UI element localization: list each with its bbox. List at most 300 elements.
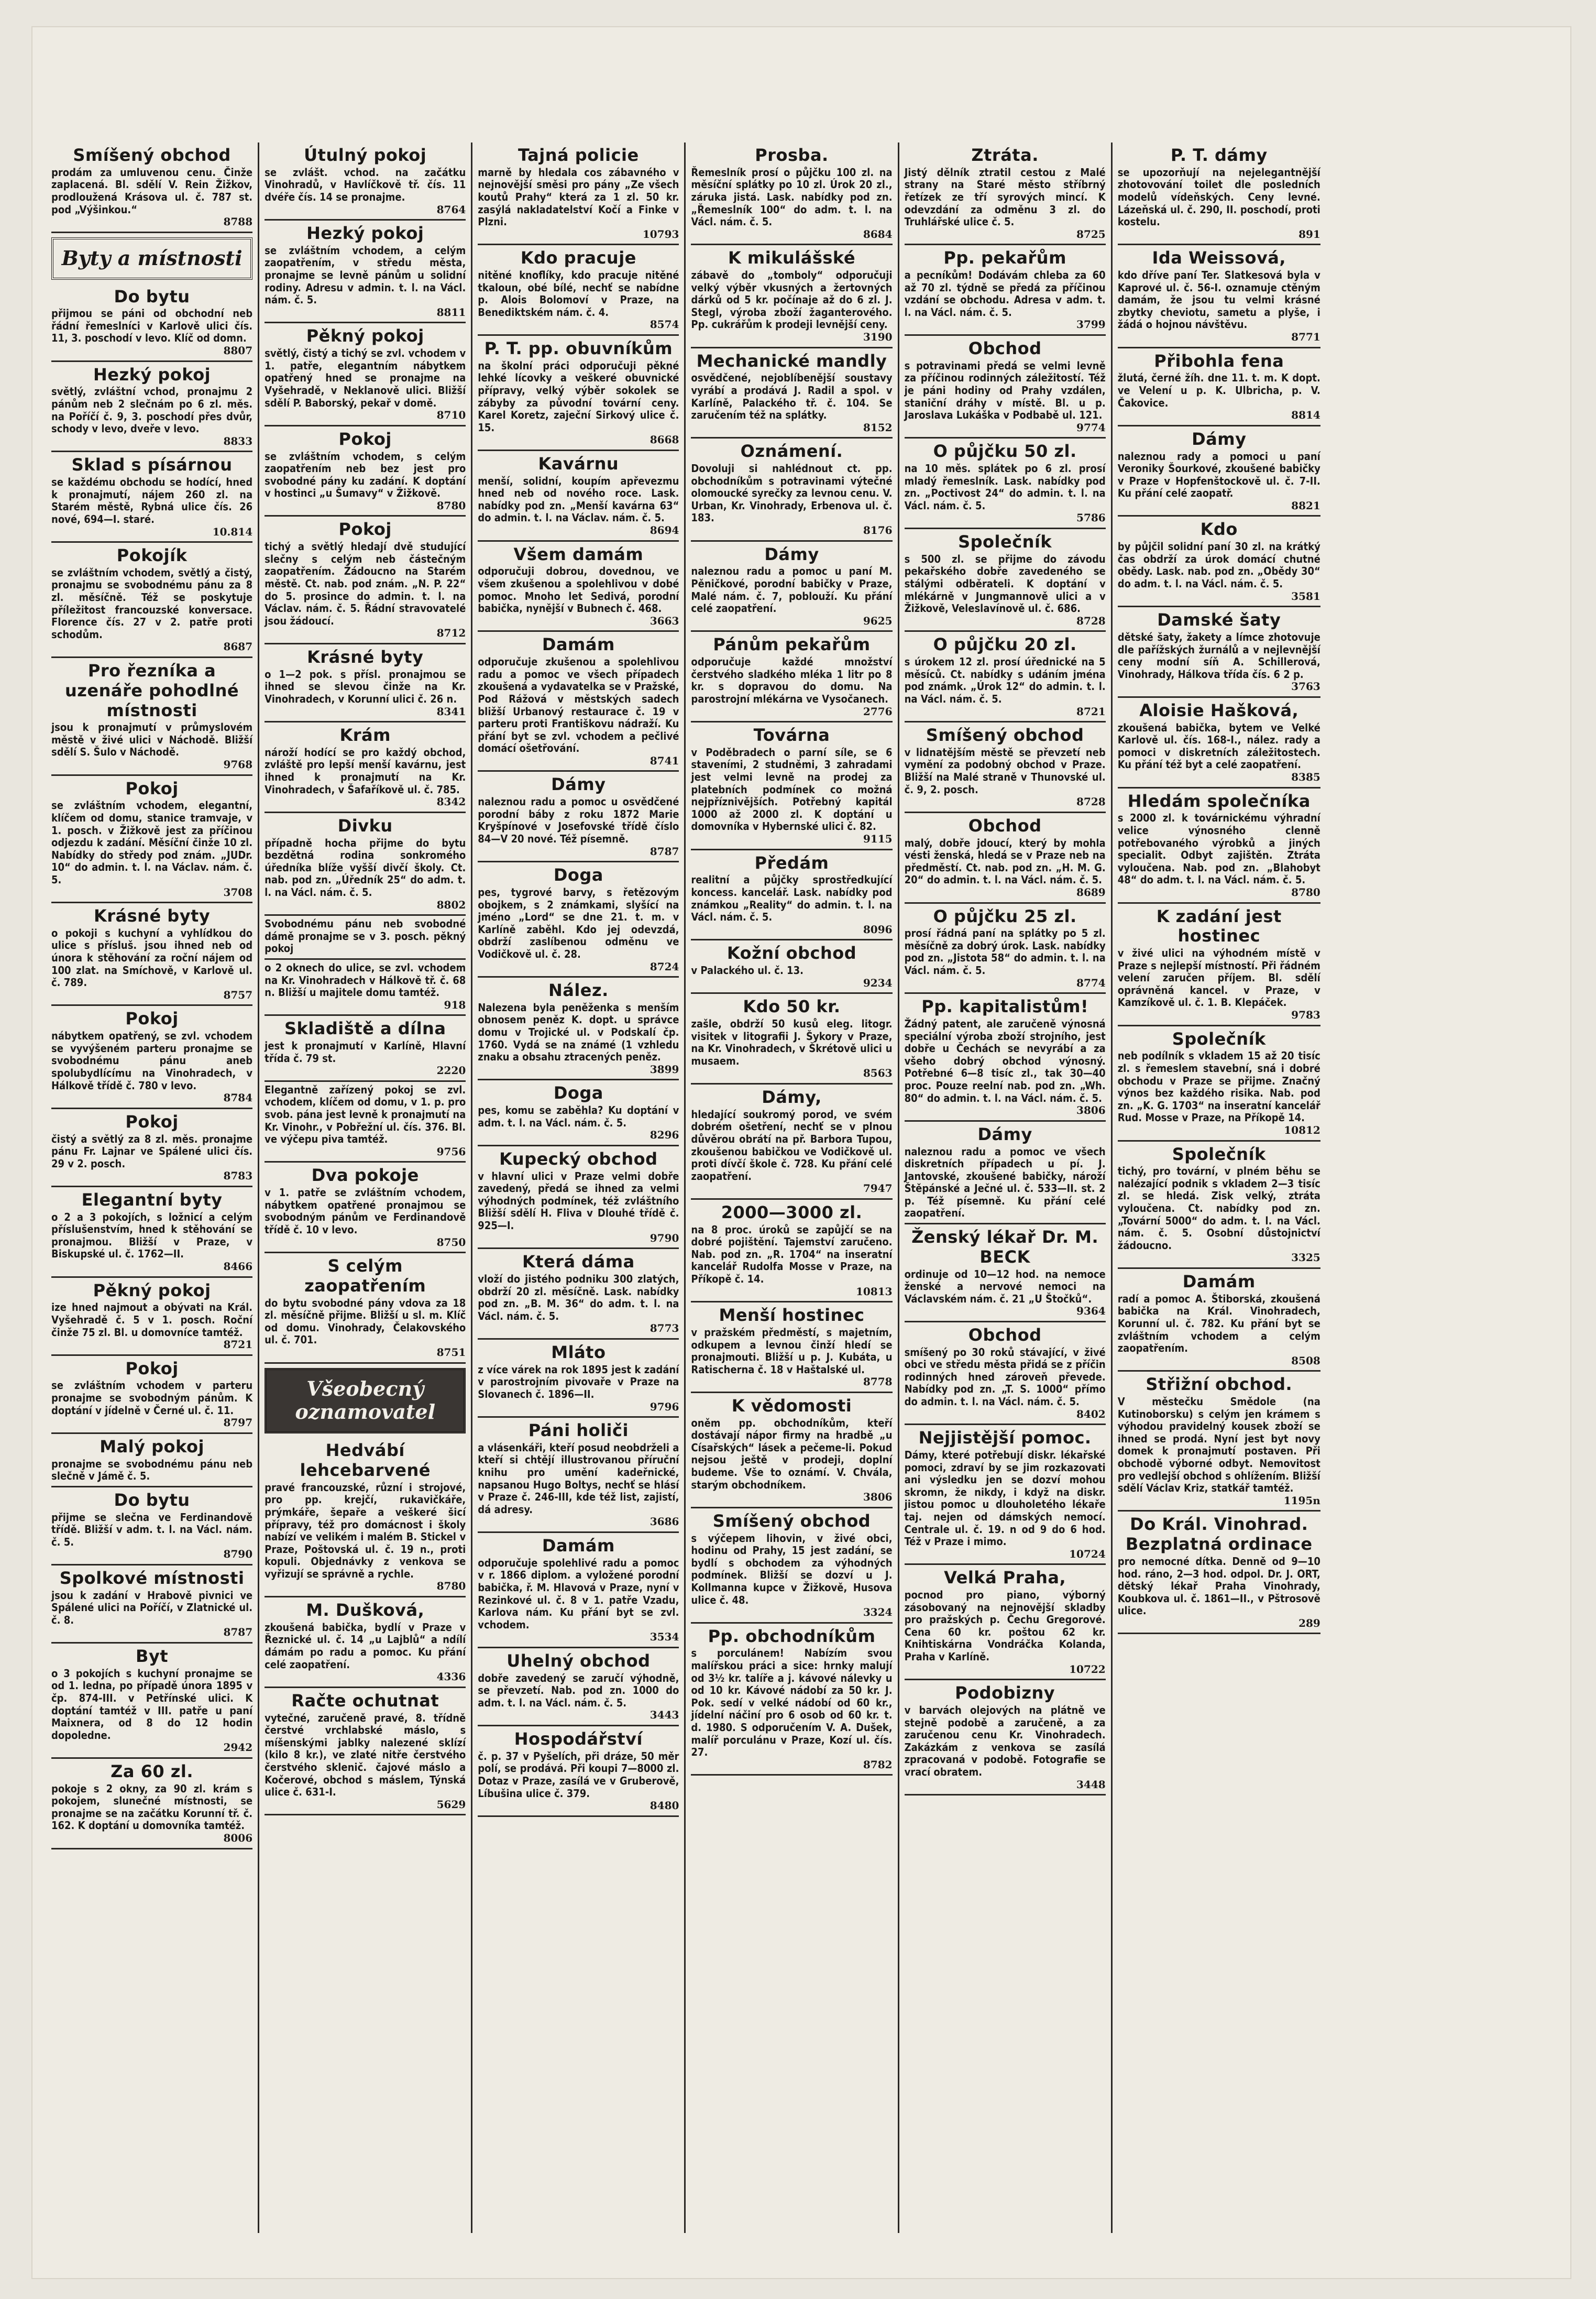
ad-text: na 8 proc. úroků se zapůjčí se na dobré pojištění. Tajemství zaručeno. Nab. pod zn. „R. 1704“ na inseratní kancelář Rudolfa Mosse v Praze, na Příkopě č. 14. [691,1223,893,1285]
ad-title: Uhelný obchod [507,1650,651,1671]
classified-ad [905,1122,1106,1224]
classified-ad [905,994,1106,1122]
ad-title: Obchod [968,338,1042,359]
ad-text: naleznou radu a pomoc u paní M. Pěničkové, porodní babičky v Praze, Malé nám. č. 7, poblouží. Ku přání celé zaopatření. [691,565,893,615]
ad-number: 10813 [855,1285,893,1298]
classified-ad [51,543,252,658]
classified-ad [478,1726,679,1817]
classified-ad [1118,426,1320,517]
ad-number: 8771 [1291,331,1320,344]
ad-number: 8721 [223,1338,253,1351]
classified-ad [51,1759,252,1849]
classified-ad [1118,348,1320,426]
ad-title: Pp. obchodníkům [708,1626,876,1646]
classified-ad [478,336,679,451]
classified-ad [51,1187,252,1278]
column-1 [46,143,259,2233]
classified-ad [1118,789,1320,904]
ad-number: 8778 [863,1375,893,1388]
ad-number: 8788 [223,215,253,228]
ad-title: Smíšený obchod [926,725,1084,746]
ad-text: zkoušená babička, bydlí v Praze v Řeznické ul. č. 14 „u Lajblů“ a ndílí dámám po radu a pomoc. Ku přání celé zaopatření. [265,1621,466,1671]
classified-ad [1118,517,1320,607]
ad-text: ordinuje od 10—12 hod. na nemoce ženské a nervové nemoci na Václavském nám. č. 21 „U Štočků“. [904,1267,1106,1305]
ad-title: Damám [542,1536,615,1556]
ad-title: Všem damám [513,544,644,564]
ad-text: naleznou radu a pomoc ve všech diskretních případech u pí. J. Jantovské, zkoušené babičky, nároží Štěpánské a Ječné ul. č. 533—II. st. 2 p. Též písemně. Ku přání celé zaopatření. [904,1145,1106,1220]
ad-number: 3899 [650,1063,679,1076]
classified-ad [478,1648,679,1726]
ad-title: P. T. pp. obuvníkům [484,338,673,359]
ad-title: Páni holiči [528,1420,629,1441]
ad-text: pokoje s 2 okny, za 90 zl. krám s pokojem, slunečné místnosti, se pronajme se na začátku Korunní tř. č. 162. K doptání u domovníka tamtéž. [51,1782,253,1832]
classified-ad [265,221,466,323]
ad-title: Dámy [764,544,819,564]
ad-title: Nejjistější pomoc. [918,1428,1092,1448]
ad-title: Střižní obchod. [1146,1374,1293,1395]
column-5 [899,143,1113,2233]
ad-text: by půjčil solidní paní 30 zl. na krátký čas obdrží za úrok domácí chutné obědy. Lask. nab. pod zn. „Obědy 30“ do adm. t. l. na Václ. nám. č. 5. [1117,540,1320,590]
classified-ad [905,722,1106,813]
ad-title: Prosba. [755,145,829,165]
classified-ad [51,1644,252,1759]
ad-title: Aloisie Hašková, [1139,700,1299,720]
classified-ad [478,1340,679,1418]
ad-text: odporučuje každé množství čerstvého sladkého mléka 1 litr po 8 kr. s dopravou do domu. Na parostrojní mlékárna ve Vysočanech. [691,655,893,705]
ad-title: Útulný pokoj [304,145,427,165]
ad-title: Hezký pokoj [93,364,211,385]
classified-ad [478,1146,679,1249]
ad-title: O půjčku 50 zl. [933,441,1077,462]
ad-number: 3686 [650,1515,679,1528]
ad-title: Mláto [551,1342,606,1362]
classified-ad [691,348,892,439]
section-heading: Byty a místnosti [51,237,252,280]
ad-title: Byt [136,1646,169,1667]
classified-ad [51,776,252,904]
ad-text: Dámy, které potřebují diskr. lékařské pomoci, zdraví by se jim rozkazovati ani výsledku jen se dozví mohou skromn, že nikdy, i když na diskr. jistou pomoc u dlouholetého lékaře taj. nejen od dámských nemocí. Centrale ul. č. 19. n od 9 do 6 hod. Též v Praze i mimo. [904,1449,1106,1548]
ad-number: 3534 [650,1630,679,1644]
classified-ad [265,960,466,1016]
ad-number: 8721 [1076,705,1106,718]
ad-text: Řemeslník prosí o půjčku 100 zl. na měsíční splátky po 10 zl. Úrok 20 zl., záruka jistá. Lask. nabídky pod zn. „Řemeslník 100“ do adm. t. l. na Václ. nám. č. 5. [691,166,893,228]
ad-title: Obchod [968,815,1042,836]
classified-ad [51,362,252,453]
ad-title: Smíšený obchod [73,145,231,165]
ad-title: Damám [1182,1272,1256,1291]
ad-number: 8773 [650,1322,679,1335]
classified-ad [265,323,466,426]
ad-title: Krásné byty [93,906,211,926]
ad-title: Dva pokoje [311,1165,419,1186]
ad-title: Kdo pracuje [520,248,636,268]
ad-text: v pražském předměstí, s majetním, odkupem a levnou činží hledí se pronajmouti. Bližší u p. J. Kubáta, u Ratischerna č. 18 v Haštalské ul. [691,1326,893,1376]
ad-number: 8787 [650,845,679,858]
ad-text: Jistý dělník ztratil cestou z Malé strany na Staré město stříbrný řetízek ze tří syrových mincí. K odevzdání za odměnu 3 zl. do Truhlářské ulice č. 5. [904,166,1106,228]
ad-text: zábavě do „tomboly“ odporučuji velký výběr vkusných a žertovných dárků od 5 kr. počínaje až do 6 zl. J. Stegl, výroba zboží žaganterového. Pp. cukrářům k prodeji levnější ceny. [691,269,893,331]
ad-title: Velká Praha, [944,1568,1066,1588]
classified-ad [905,813,1106,904]
classified-ad [905,1565,1106,1680]
ad-title: Smíšený obchod [712,1510,871,1531]
classified-ad [265,1163,466,1253]
classified-ad [1118,1269,1320,1372]
classified-ad [905,245,1106,336]
column-2 [259,143,472,2233]
classified-ad [1118,904,1320,1026]
ad-text: světlý, čistý a tichý se zvl. vchodem v 1. patře, elegantním nábytkem opatřený hned se pronajme na Vyšehradě, v Neklanově ulici. Bližší sdělí P. Baborský, pekař v domě. [265,347,466,409]
ad-text: pronajme se svobodnému pánu neb slečně v Jámě č. 5. [51,1457,253,1483]
classified-ad [905,336,1106,439]
ad-text: jest k pronajmutí v Karlíně, Hlavní třída č. 79 st. [265,1039,466,1065]
ad-number: 8782 [863,1758,893,1771]
classified-ad [478,542,679,632]
column-3 [472,143,686,2233]
ad-number: 9115 [863,833,893,845]
ad-number: 8296 [650,1129,679,1142]
classified-ad [1118,1026,1320,1142]
ad-number: 8741 [650,754,679,767]
classified-ad [265,916,466,960]
ad-text: na školní práci odporučuji pěkné lehké lícovky a veškeré obuvnické přípravy, velký výběr sokolek se zábyby za původní tovární ceny. Karel Koretz, zaječní Sirkový ulice č. 15. [478,359,679,434]
ad-text: s 500 zl. se přijme do závodu pekařského dobře zavedeného se stálými odběrateli. K doptání v mlékárně v Jungmannově ulici a v Žižkově, Veleslavínově ul. č. 686. [904,552,1106,615]
ad-text: a pecníkům! Dodávám chleba za 60 až 70 zl. týdně se předá za příčinou vzdání se obchodu. Adresa v adm. t. l. na Václ. nám. č. 5. [904,269,1106,319]
ad-number: 8480 [650,1799,679,1812]
ad-number: 3581 [1291,589,1320,603]
ad-number: 8780 [1291,885,1320,899]
ad-number: 7947 [863,1182,893,1195]
ad-text: přijmou se páni od obchodní neb řádní řemeslníci v Karlově ulici čís. 11, 3. poschodí v levo. Klíč od domn. [51,307,253,345]
classified-ad [478,143,679,245]
classified-ad [51,1278,252,1356]
ad-text: kdo dříve paní Ter. Slatkesová byla v Kaprové ul. č. 56-I. oznamuje ctěným damám, že jsou tu velmi krásné zbytky cheviotu, sametu a plyše, i žádá o hojnou návštěvu. [1117,269,1320,331]
ad-text: pes, komu se zaběhla? Ku doptání v adm. t. l. na Václ. nám. č. 5. [478,1104,679,1129]
ad-number: 8783 [223,1169,253,1183]
ad-number: 3324 [863,1606,893,1619]
ad-title: K zadání jest hostinec [1156,906,1282,946]
ad-text: s 2000 zl. k továrnickému výhradní velice výnosného clenně potřebovaného výrobků a jiných specialit. Odbyt zajištěn. Ztráta vyloučena. Nab. pod zn. „Blahobyt 48“ do adm. t. l. na Václ. nám. č. 5. [1117,812,1320,886]
classified-ad [905,143,1106,245]
ad-number: 8724 [650,960,679,973]
ad-number: 10724 [1069,1547,1106,1560]
ad-number: 8006 [223,1832,253,1845]
ad-text: se zvlášt. vchod. na začátku Vinohradů, v Havlíčkově tř. čís. 11 dvéře čís. 14 se pronajme. [265,166,466,203]
ad-number: 3190 [863,331,893,344]
classified-ad [265,644,466,722]
classified-ad [691,542,892,632]
ad-text: naleznou radu a pomoc u osvědčené porodní báby z roku 1872 Marie Kryšpínové v Josefovské třídě číslo 84—V 20 nové. Též písemně. [478,795,679,845]
ad-title: Za 60 zl. [111,1761,193,1781]
ad-title: Pokoj [125,1358,179,1378]
ad-title: Dámy [551,774,606,795]
classified-columns [46,143,1539,2233]
ad-title: P. T. dámy [1170,145,1268,165]
ad-title: Malý pokoj [100,1436,204,1457]
ad-number: 8402 [1076,1407,1106,1420]
ad-text: osvědčené, nejoblíbenější soustavy vyrábí a prodává J. Radil a spol. v Karlíně, Palackého tř. č. 104. Se zaručením též na splátky. [691,371,893,422]
ad-number: 8780 [436,499,466,512]
ad-number: 9234 [863,976,893,989]
ad-title: Do bytu [114,286,190,306]
ad-number: 3799 [1076,318,1106,331]
classified-ad [1118,698,1320,789]
ad-number: 8790 [223,1548,253,1561]
ad-text: se zvláštním vchodem v parteru pronajme se svobodným pánům. K doptání v jídelně v Černé ul. č. 11. [51,1379,253,1417]
classified-ad [478,1249,679,1340]
ad-title: Pp. kapitalistům! [921,997,1089,1017]
classified-ad [478,451,679,542]
ad-text: menší, solidní, koupím apřevezmu hned neb od nového roce. Lask. nabídky pod zn. „Menší kavárna 63“ do admin. t. l. na Václav. nám. č. 5. [478,474,679,524]
classified-ad [691,439,892,541]
ad-text: prodám za umluvenou cenu. Činže zaplacená. Bl. sdělí V. Rein Žižkov, prodloužená Krásova ul. č. 787 st. pod „Výšinkou.“ [51,166,253,216]
ad-text: marně by hledala cos zábavného v nejnovější směsi pro pány „Ze všech koutů Prahy“ která za 1 zl. 50 kr. zasýlá nakladatelství Kočí a Finke v Plzni. [478,166,679,228]
ad-text: Elegantně zařízený pokoj se zvl. vchodem, klíčem od domu, v 1. p. pro svob. pána jest levně k pronajmutí na Kr. Vinohr., v Pobřežní ul. čís. 376. Bl. ve výčepu piva tamtéž. [265,1083,466,1146]
ad-text: v lidnatějším městě se převzetí neb vymění za podobný obchod v Praze. Bližší na Malé straně v Thunovské ul. č. 9, 2. posch. [904,746,1106,796]
ad-text: Svobodnému pánu neb svobodné dámě pronajme se v 3. posch. pěkný pokoj [265,917,466,955]
ad-number: 2942 [223,1741,253,1754]
ad-number: 8563 [863,1067,893,1080]
ad-title: Nález. [548,980,609,1001]
ad-number: 8710 [436,409,466,422]
ad-title: Ida Weissová, [1152,248,1286,268]
ad-number: 891 [1298,227,1320,240]
classified-ad [265,1438,466,1597]
ad-title: Pěkný pokoj [93,1280,211,1300]
classified-ad [265,143,466,221]
ad-title: Podobizny [955,1683,1055,1703]
classified-ad [265,722,466,813]
ad-text: Dovoluji si nahlédnout ct. pp. obchodníkům s potravinami výtečné olomoucké syrečky za levnou cenu. V. Urban, Kr. Vinohrady, Erbenova ul. č. 183. [691,462,893,524]
ad-text: nároží hodící se pro každý obchod, zvláště pro lepší menší kavárnu, jest ihned k pronajmutí na Kr. Vinohradech, v Šafaříkově ul. č. 785. [265,746,466,796]
ad-title: Pěkný pokoj [306,326,424,346]
ad-text: zašle, obdrží 50 kusů eleg. litogr. visitek v litografii J. Šykory v Praze, na Kr. Vinohradech, v Škrétově ulici u musaem. [691,1017,893,1067]
ad-number: 8687 [223,640,253,653]
classified-ad [691,722,892,850]
ad-number: 3708 [223,885,253,899]
ad-number: 8751 [436,1345,466,1359]
ad-text: v Palackého ul. č. 13. [691,964,803,977]
ad-text: odporučuje spolehlivé radu a pomoc v r. 1866 diplom. a vyložené porodní babička, ř. M. Hlavová v Praze, nyní v Rezinkové ul. č. 8 v 1. patře Vzadu, Karlova nám. Ku přání byt se zvl. vchodem. [478,1556,679,1631]
classified-ad [265,1597,466,1688]
ad-title: Hospodářství [514,1729,643,1749]
ad-title: O půjčku 25 zl. [933,906,1077,926]
ad-number: 8814 [1291,409,1320,422]
ad-text: nitěné knoflíky, kdo pracuje nitěné tkaloun, obé bílé, nechť se nabídne p. Alois Bolomoví v Praze, na Benediktském nám. č. 4. [478,269,679,319]
ad-text: se zvláštním vchodem, elegantní, klíčem od domu, stanice tramvaje, v 1. posch. v Žižkově jest za příčinou odjezdu k zadání. Měsíční činže 10 zl. Nabídky do středy pod znám. „JUDr. 10“ do admin. t. l. na Václav. nám. č. 5. [51,799,253,886]
ad-text: nábytkem opatřený, se zvl. vchodem se vyvýšeném parteru pronajme se svobodnému pánu aneb spolubydlícímu na Vinohradech, v Hálkově třídě č. 780 v levo. [51,1030,253,1092]
ad-title: Kavárnu [538,453,619,474]
ad-number: 9774 [1076,421,1106,434]
ad-text: čistý a světlý za 8 zl. měs. pronajme pánu Fr. Lajnar ve Spálené ulici čís. 29 v 2. posch. [51,1132,253,1170]
classified-ad [691,1393,892,1508]
classified-ad [51,903,252,1006]
ad-text: v barvách olejových na plátně ve stejně podobě a zaručeně, a za zaručenou cenu Kr. Vinohradech. Zakázkám z venkova se zasílá zpracovaná v podobě. Fotografie se vrací obratem. [904,1704,1106,1778]
ad-text: o 3 pokojích s kuchyní pronajme se od 1. ledna, po případě února 1895 v čp. 874-III. v Petřínské ulici. K doptání tamtéž v III. patře u paní Maixnera, od 8 do 12 hodin dopoledne. [51,1667,253,1742]
ad-title: Hedvábí lehcebarvené [300,1440,431,1480]
ad-text: Žádný patent, ale zaručeně výnosná speciální výroba zboží strojního, jest dobře u Čechách se nevyrábí a za všeho dobrý obchod výnosný. Potřebné 6—8 tisíc zl., tak 30—40 proc. Pouze reelní nab. pod zn. „Wh. 80“ do admin. t. l. na Václ. nám. č. 5. [904,1017,1106,1104]
classified-ad [905,904,1106,994]
ad-title: Továrna [753,725,830,746]
ad-title: Kupecký obchod [499,1148,658,1169]
classified-ad [691,143,892,245]
ad-number: 10793 [642,227,679,240]
classified-ad [51,1487,252,1565]
ad-title: K vědomosti [731,1395,852,1416]
ad-number: 5786 [1076,511,1106,524]
ad-title: Společník [958,532,1052,552]
classified-ad [51,658,252,776]
ad-title: Kdo [1200,519,1238,540]
classified-ad [51,1109,252,1187]
ad-title: Předám [754,852,829,873]
ad-title: Menší hostinec [719,1305,865,1326]
ad-text: se upozorňují na nejelegantnější zhotovování toilet dle posledních modelů vídeňských. Ceny levné. Lázeňská ul. č. 290, II. poschodí, proti kostelu. [1117,166,1320,228]
classified-ad [905,529,1106,632]
classified-ad [691,632,892,722]
ad-number: 8152 [863,421,893,434]
classified-ad [691,245,892,348]
ad-title: Pánům pekařům [713,634,871,655]
ad-text: odporučuje zkušenou a spolehlivou radu a pomoc ve všech případech zkoušená a vydavatelka se v Pražské, Pod Rážová v městských sadech bližší Urbanový restaurace č. 19 v parteru proti Františkovu nádraží. Ku přání byt se zvl. vchodem a pečlivé domácí ošetřování. [478,655,679,755]
ad-title: Spolkové místnosti [59,1568,245,1588]
ad-number: 9790 [650,1231,679,1244]
classified-ad [1118,1372,1320,1512]
ad-number: 8787 [223,1626,253,1639]
ad-title: S celým zaopatřením [304,1256,426,1296]
ad-number: 9796 [650,1400,679,1413]
ad-title: K mikulášské [728,248,856,268]
ad-title: Dámy, [762,1087,822,1107]
ad-title: Pokojík [116,545,188,566]
ad-number: 9768 [223,758,253,771]
ad-text: o 1—2 pok. s přísl. pronajmou se ihned se slevou činže na Kr. Vinohradech, v Korunní ulici č. 26 n. [265,667,466,705]
ad-text: v živé ulici na výhodném místě v Praze s nejlepší místností. Při řádném velení zaručen příjem. Bl. sdělí oprávněná kancel. v Praze, v Kamzíkově ul. č. 1. B. Klepáček. [1117,947,1320,1009]
ad-number: 8811 [436,305,466,319]
ad-title: Obchod [968,1324,1042,1345]
ad-number: 8780 [436,1580,466,1593]
classified-ad [51,1356,252,1434]
ad-title: Hezký pokoj [306,223,424,244]
ad-text: se zvláštním vchodem, a celým zaopatřením, v středu města, pronajme se levně pánům u solidní rodiny. Adresu v admin. t. l. na Václ. nám. č. 5. [265,244,466,306]
classified-ad [691,1302,892,1393]
ad-number: 8342 [436,795,466,808]
ad-text: V městečku Smědole (na Kutinoborsku) s celým jen krámem s výhodou pravidelný kousek zboží se ihned se prodá. Nyní jest byt novy domek k pronajmutí postaven. Při obchodě výborné odbyt. Nemovitost pro vedlejší obchod s ohlížením. Bližší sdělí Václav Kriz, statkář tamtéž. [1117,1395,1320,1495]
ad-text: v Poděbradech o parní síle, se 6 staveními, 2 studněmi, 3 zahradami jest velmi levně na prodej za platebních podmínek co možná nejpříznivějších. Potřebný kapitál 1000 až 2000 zl. K doptání u domovníka v Hybernské ulici č. 82. [691,746,893,833]
classified-ad [905,1322,1106,1425]
classified-ad [265,813,466,916]
ad-number: 3325 [1291,1251,1320,1264]
ad-number: 918 [444,998,466,1011]
ad-text: jsou k pronajmutí v průmyslovém městě v živé ulici v Náchodě. Bližší sdělí S. Šulo v Náchodě. [51,721,253,759]
ad-text: radí a pomoc A. Štiborská, zkoušená babička na Král. Vinohradech, Korunní ul. č. 782. Ku přání byt se zvláštním vchodem a celým zaopatřením. [1117,1292,1320,1355]
ad-text: oněm pp. obchodníkům, kteří dostávají nápor firmy na hradbě „u Císařských“ lásek a pečeme-li. Pokud nejsou ještě v prodeji, doplní budeme. Vše to oznámí. V. Chvála, starým obchodníkem. [691,1416,893,1491]
ad-number: 8694 [650,524,679,537]
ad-text: č. p. 37 v Pyšelích, při dráze, 50 měr polí, se prodává. Při koupi 7—8000 zl. Dotaz v Praze, zasílá ve v Gruberově, Líbušina ulice č. 379. [478,1749,679,1800]
ad-number: 3806 [863,1491,893,1504]
ad-number: 8176 [863,524,893,537]
ad-text: z více várek na rok 1895 jest k zadání v parostrojním pivovaře v Praze na Slovanech č. 1896—II. [478,1363,679,1400]
ad-number: 8757 [223,988,253,1001]
ad-title: Kožní obchod [727,943,857,964]
ad-text: v hlavní ulici v Praze velmi dobře zavedený, předá se ihned za velmi výhodných podmínek, též zvláštního Bližší sdělí H. Fliva v Dlouhé třídě č. 925—I. [478,1169,679,1232]
ad-title: Pp. pekařům [943,248,1066,268]
ad-text: prosí řádná paní na splátky po 5 zl. měsíčně za dobrý úrok. Lask. nabídky pod zn. „Jistota 58“ do admin. t. l. na Václ. nám. č. 5. [904,927,1106,977]
ad-number: 8684 [863,227,893,240]
classified-ad [265,426,466,517]
ad-number: 8725 [1076,227,1106,240]
classified-ad [1118,1512,1320,1634]
ad-text: hledající soukromý porod, ve svém dobrém ošetření, nechť se v plnou důvěrou obrátí na př. Barbora Tupou, zkoušenou babičkou ve Vodičkově ul. proti dívčí škole č. 728. Ku přání celé zaopatření. [691,1108,893,1183]
classified-ad [691,1624,892,1776]
ad-title: Pro řezníka a uzenáře pohodlné místnosti [65,661,239,720]
ad-number: 8797 [223,1416,253,1429]
ad-number: 9756 [436,1145,466,1158]
ad-text: žlutá, černé žíh. dne 11. t. m. K dopt. ve Velení u p. K. Ulbricha, p. V. Čakovice. [1117,371,1320,409]
classified-ad [1118,143,1320,245]
classified-ad [691,940,892,994]
ad-number: 9783 [1291,1009,1320,1021]
ad-title: Pokoj [125,778,179,798]
ad-text: případně hocha přijme do bytu bezdětná rodina sonkromého úředníka blíže vyšší divčí školy. Ct. nab. pod zn. „Úředník 25“ do adm. t. l. na Václ. nám. č. 5. [265,836,466,899]
ad-text: neb podílník s vkladem 15 až 20 tisíc zl. s řemeslem stavební, sná i dobré obchodu v Praze se přijme. Značný výnos bez každého risika. Nab. pod zn. „K. G. 1703“ na inseratní kancelář Rud. Mosse v Praze, na Příkopě 14. [1117,1049,1320,1124]
classified-ad [51,452,252,543]
classified-ad [905,439,1106,529]
ad-title: Která dáma [522,1252,635,1272]
ad-number: 8728 [1076,795,1106,808]
classified-ad [51,284,252,362]
ad-text: o 2 oknech do ulice, se zvl. vchodem na Kr. Vinohradech v Hálkově tř. č. 68 n. Bližší u majitele domu tamtéž. [265,961,466,999]
ad-number: 9364 [1076,1305,1106,1318]
classified-ad [51,143,252,233]
ad-title: Elegantní byty [81,1189,223,1210]
ad-text: v 1. patře se zvláštním vchodem, nábytkem opatřené pronajmou se svobodným pánům ve Ferdinandově třídě č. 10 v levo. [265,1186,466,1236]
ad-text: s výčepem lihovin, v živé obci, hodinu od Prahy, 15 jest zadání, se bydlí s obchodem za výhodných podmínek. Bližší se dozví u J. Kollmanna kupce v Žižkově, Husova ulice č. 48. [691,1531,893,1606]
ad-number: 3663 [650,614,679,627]
ad-title: Račte ochutnat [291,1690,439,1711]
ad-text: pro nemocné dítka. Denně od 9—10 hod. ráno, 2—3 hod. odpol. Dr. J. ORT, dětský lékař Praha Vinohrady, Koubkova ul. č. 1861—II., v Pštrosově ulice. [1117,1554,1320,1617]
ad-number: 3443 [650,1709,679,1722]
classified-ad [691,850,892,941]
ad-text: o pokoji s kuchyní a vyhlídkou do ulice s přísluš. jsou ihned neb od února k stěhování za roční nájem od 100 zlat. na Smíchově, v Karlově ul. č. 789. [51,926,253,989]
ad-number: 8764 [436,203,466,216]
classified-ad [905,632,1106,722]
classified-ad [478,772,679,862]
ad-number: 2776 [863,705,893,718]
ad-number: 8784 [223,1091,253,1104]
ad-text: do bytu svobodné pány vdova za 18 zl. měsíčně přijme. Bližší u sl. m. Klíč od domu. Vinohrady, Čelakovského ul. č. 701. [265,1296,466,1346]
ad-text: pocnod pro piano, výborný zásobovaný na nejnovější skladby pro pražských p. Čechu Gregorové. Cena 60 kr. poštou 62 kr. Knihtiskárna Vondráčka Kolanda, Praha v Karlíně. [904,1589,1106,1663]
ad-title: Pokoj [125,1009,179,1029]
ad-text: odporučuji dobrou, dovednou, ve všem zkušenou a spolehlivou v dobé pomoc. Mnoho let Sedivá, porodní babička, nynější v Bubnech č. 468. [478,565,679,615]
ad-number: 9625 [863,614,893,627]
ad-number: 8096 [863,923,893,936]
classified-ad [1118,245,1320,348]
ad-number: 8712 [436,627,466,640]
ad-text: o 2 a 3 pokojích, s ložnicí a celým příslušenstvím, hned k stěhování se pronajmou. Bližší v Praze, v Biskupské ul. č. 1762—II. [51,1210,253,1261]
classified-ad [905,1224,1106,1322]
ad-title: Společník [1172,1028,1266,1049]
ad-text: Nalezena byla peněženka s menším obnosem peněz K. dopt. u správce domu v Trojické ul. v Podskalí čp. 1760. Vydá se na známé (1 vzhledu znaku a obsahu ztracených peněz. [478,1001,679,1064]
classified-ad [478,245,679,336]
ad-number: 289 [1298,1616,1320,1629]
classified-ad [478,1418,679,1533]
section-heading: Všeobecný oznamovatel [265,1368,466,1434]
ad-text: s porculánem! Nabízím svou malířskou práci a sice: hrnky malují od 3½ kr. talíře a j. kávové nálevky u od 10 kr. Kávové nádobí za 50 kr. J. Pok. sedí v velké nádobí od 60 kr., jídelní náčiní pro 6 osob od 60 kr. t. d. 1980. S odporučením V. A. Dušek, malíř porculánu v Praze, Kozí ul. čís. 27. [691,1647,893,1759]
classified-ad [265,517,466,644]
ad-text: vytečné, zaručeně pravé, 8. třídně čerstvé vrchlabské máslo, s míšenskými jablky nalezené sklízí (kilo 8 kr.), ve zlaté nitře čerstvého čerstvého sklenič. čajové máslo a Kočerové, obchod s máslem, Týnská ulice č. 631-I. [265,1711,466,1799]
classified-ad [51,1006,252,1109]
ad-title: Skladiště a dílna [284,1019,446,1039]
